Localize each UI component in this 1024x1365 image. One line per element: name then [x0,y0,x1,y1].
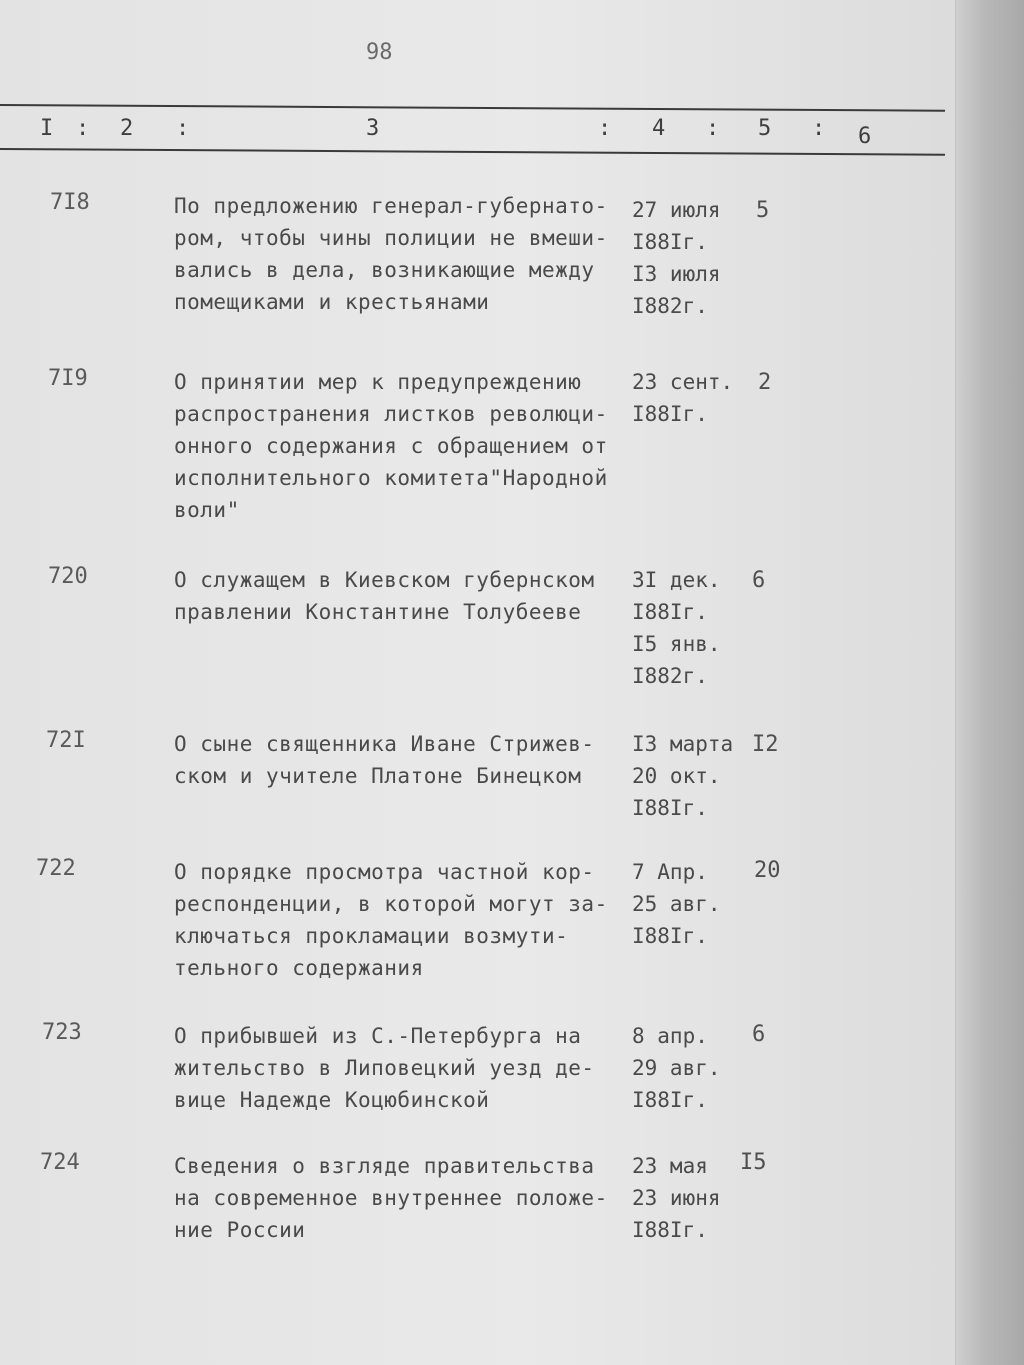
entry-description: Сведения о взгляде правительства на современное внутреннее положе- ние России [174,1154,608,1242]
entry-dates: 3I дек. I88Iг. I5 янв. I882г. [632,568,721,688]
header-top-rule [0,104,945,112]
entry-page-count: 5 [756,198,770,223]
entry-number: 7I9 [48,366,88,391]
entry-dates: 23 сент. I88Iг. [632,370,734,426]
entry-dates: 27 июля I88Iг. I3 июля I882г. [632,198,721,318]
header-col-1: I [40,116,54,141]
header-col-6: 6 [858,124,872,149]
header-sep-2: : [176,116,190,141]
page-number: 98 [366,40,393,65]
entry-description: По предложению генерал-губернато- ром, чтобы чины полиции не вмеши- вались в дела, возникающие между помещиками и крестьянами [174,194,608,314]
entry-page-count: 2 [758,370,772,395]
entry-description: О порядке просмотра частной кор- респонденции, в которой могут за- ключаться прокламации возмути- тельного содержания [174,860,608,980]
entry-dates: 23 мая 23 июня I88Iг. [632,1154,721,1242]
header-sep-5: : [812,116,826,141]
header-sep-3: : [598,116,612,141]
header-col-5: 5 [758,116,772,141]
entry-number: 724 [40,1150,80,1175]
entry-page-count: 20 [754,858,781,883]
header-col-3: 3 [366,116,380,141]
entry-page-count: I2 [752,732,779,757]
entry-page-count: 6 [752,1022,766,1047]
header-col-2: 2 [120,116,134,141]
entry-description: О служащем в Киевском губернском правлении Константине Толубееве [174,568,595,624]
page-edge-shadow [955,0,1024,1365]
entry-description: О прибывшей из С.-Петербурга на жительство в Липовецкий уезд де- вице Надежде Коцюбинской [174,1024,595,1112]
entry-description: О сыне священника Иване Стрижев- ском и учителе Платоне Бинецком [174,732,595,788]
entry-dates: I3 марта 20 окт. I88Iг. [632,732,734,820]
header-bottom-rule [0,148,945,156]
entry-page-count: 6 [752,568,766,593]
header-sep-1: : [76,116,90,141]
entry-dates: 8 апр. 29 авг. I88Iг. [632,1024,721,1112]
entry-number: 7I8 [50,190,90,215]
header-col-4: 4 [652,116,666,141]
entry-number: 720 [48,564,88,589]
entry-number: 723 [42,1020,82,1045]
entry-page-count: I5 [740,1150,767,1175]
header-sep-4: : [706,116,720,141]
entry-number: 72I [46,728,86,753]
entry-number: 722 [36,856,76,881]
entry-dates: 7 Апр. 25 авг. I88Iг. [632,860,721,948]
entry-description: О принятии мер к предупреждению распространения листков революци- онного содержания с обращением от исполнительного комитета"Народной воли" [174,370,608,522]
